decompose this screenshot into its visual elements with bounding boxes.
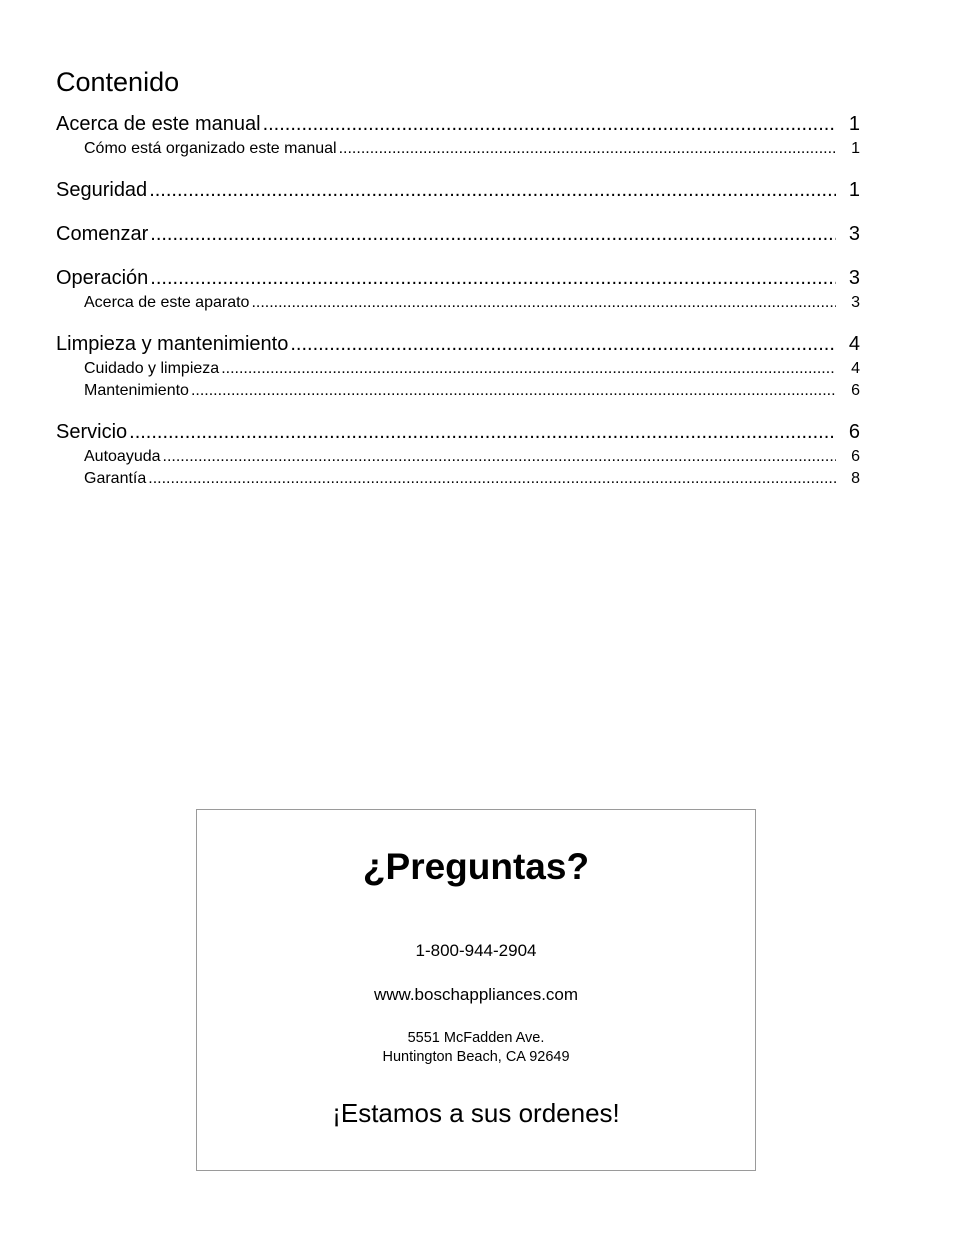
toc-entry-page: 6 <box>848 421 860 443</box>
toc-subentry[interactable] <box>56 468 860 490</box>
toc-section-servicio <box>56 418 860 490</box>
toc-section-seguridad <box>56 176 860 204</box>
toc-entry[interactable] <box>56 264 860 292</box>
toc-dot-leader <box>339 138 836 160</box>
toc-dot-leader <box>150 264 836 292</box>
toc-section-acerca <box>56 110 860 160</box>
contact-phone[interactable]: 1-800-944-2904 <box>415 941 537 960</box>
page-title: Contenido <box>56 67 180 98</box>
toc-entry[interactable] <box>56 176 860 204</box>
toc-entry-label: Limpieza y mantenimiento <box>56 333 289 355</box>
toc-dot-leader <box>149 176 836 204</box>
toc-dot-leader <box>150 220 836 248</box>
contact-heading: ¿Preguntas? <box>362 846 590 887</box>
toc-entry[interactable] <box>56 418 860 446</box>
toc-entry-label: Seguridad <box>56 179 148 201</box>
toc-entry-label: Servicio <box>56 421 128 443</box>
toc-subentry-label: Acerca de este aparato <box>84 294 250 311</box>
toc-entry-page: 1 <box>848 179 860 201</box>
toc-entry[interactable] <box>56 110 860 138</box>
toc-entry-page: 3 <box>848 223 860 245</box>
contact-website-link[interactable]: www.boschappliances.com <box>373 985 579 1004</box>
toc-entry[interactable] <box>56 330 860 358</box>
toc-entry-label: Comenzar <box>56 223 149 245</box>
toc-entry-page: 1 <box>848 113 860 135</box>
toc-section-operacion <box>56 264 860 314</box>
toc-dot-leader <box>148 468 836 490</box>
toc-subentry[interactable] <box>56 446 860 468</box>
toc-dot-leader <box>163 446 836 468</box>
toc-section-comenzar <box>56 220 860 248</box>
address-line-1: 5551 McFadden Ave. <box>407 1030 545 1046</box>
toc-subentry[interactable] <box>56 380 860 402</box>
toc-subentry-page: 4 <box>851 360 860 377</box>
toc-subentry-label: Autoayuda <box>84 448 161 465</box>
toc-entry[interactable] <box>56 220 860 248</box>
toc-section-limpieza <box>56 330 860 402</box>
table-of-contents <box>56 110 860 506</box>
toc-subentry-label: Mantenimiento <box>84 382 189 399</box>
toc-dot-leader <box>263 110 836 138</box>
toc-entry-label: Operación <box>56 267 149 289</box>
toc-subentry-page: 1 <box>851 140 860 157</box>
toc-subentry[interactable] <box>56 292 860 314</box>
contact-box <box>196 809 756 1171</box>
toc-subentry-label: Cuidado y limpieza <box>84 360 220 377</box>
toc-subentry-label: Garantía <box>84 470 147 487</box>
toc-entry-label: Acerca de este manual <box>56 113 261 135</box>
toc-subentry[interactable] <box>56 358 860 380</box>
toc-dot-leader <box>191 380 836 402</box>
contact-address <box>197 1029 755 1067</box>
toc-dot-leader <box>251 292 836 314</box>
toc-subentry[interactable] <box>56 138 860 160</box>
toc-subentry-label: Cómo está organizado este manual <box>84 140 337 157</box>
contact-tagline: ¡Estamos a sus ordenes! <box>332 1098 620 1128</box>
toc-subentry-page: 6 <box>851 382 860 399</box>
toc-entry-page: 3 <box>848 267 860 289</box>
toc-subentry-page: 3 <box>851 294 860 311</box>
address-line-2: Huntington Beach, CA 92649 <box>382 1049 570 1065</box>
toc-dot-leader <box>290 330 836 358</box>
toc-dot-leader <box>221 358 836 380</box>
toc-entry-page: 4 <box>848 333 860 355</box>
toc-subentry-page: 8 <box>851 470 860 487</box>
toc-subentry-page: 6 <box>851 448 860 465</box>
toc-dot-leader <box>129 418 836 446</box>
